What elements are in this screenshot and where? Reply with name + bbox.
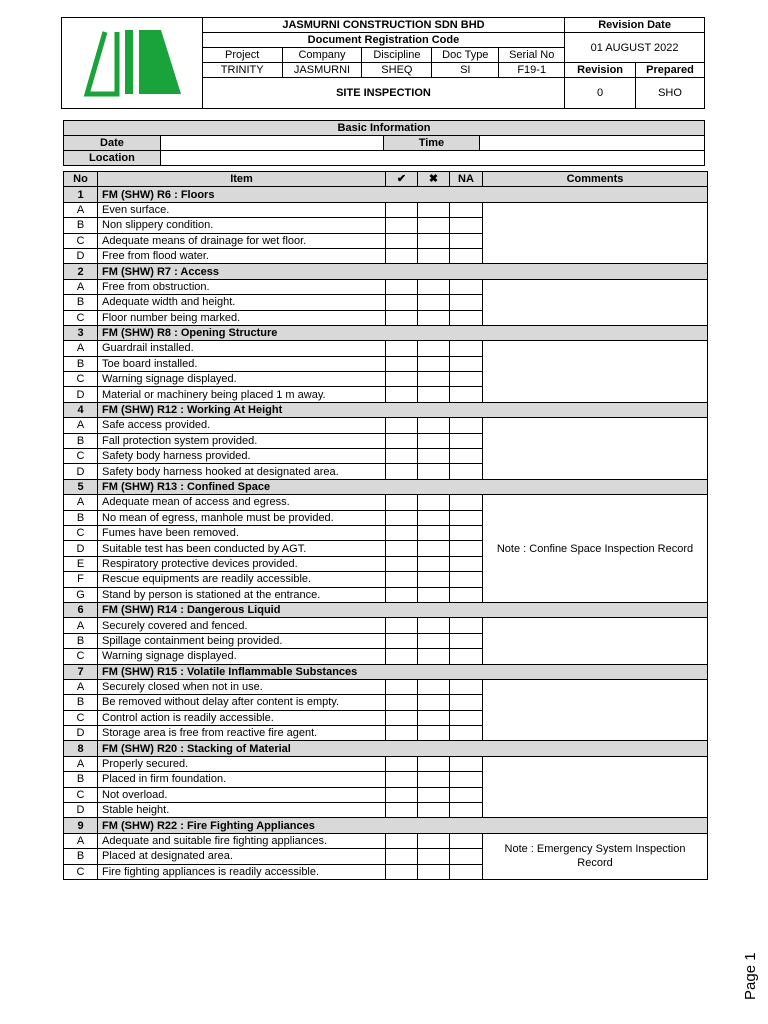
item-text: Safe access provided. (98, 418, 386, 433)
cross-box[interactable] (418, 372, 450, 387)
cross-box[interactable] (418, 726, 450, 741)
cross-box[interactable] (418, 803, 450, 818)
date-field[interactable] (160, 136, 383, 151)
na-column-header: NA (450, 172, 483, 187)
basic-information-table (63, 120, 705, 166)
item-letter: C (64, 864, 98, 879)
cross-box[interactable] (418, 864, 450, 879)
check-box[interactable] (386, 418, 418, 433)
item-text: Safety body harness provided. (98, 449, 386, 464)
na-box[interactable] (450, 633, 483, 648)
location-label: Location (64, 151, 161, 166)
item-letter: A (64, 341, 98, 356)
revision-date-label: Revision Date (565, 18, 705, 33)
document-header (61, 17, 705, 109)
na-box[interactable] (450, 310, 483, 325)
item-text: No mean of egress, manhole must be provided. (98, 510, 386, 525)
item-text: Fall protection system provided. (98, 433, 386, 448)
item-text: Not overload. (98, 787, 386, 802)
item-text: Placed at designated area. (98, 849, 386, 864)
item-text: Stand by person is stationed at the entrance. (98, 587, 386, 602)
item-letter: A (64, 495, 98, 510)
na-box[interactable] (450, 202, 483, 217)
item-letter: C (64, 372, 98, 387)
checklist-item-row (64, 341, 708, 356)
check-box[interactable] (386, 510, 418, 525)
na-box[interactable] (450, 864, 483, 879)
check-box[interactable] (386, 772, 418, 787)
item-letter: C (64, 787, 98, 802)
comments-cell[interactable] (483, 279, 708, 325)
item-letter: D (64, 803, 98, 818)
checklist-header-row (64, 172, 708, 187)
item-text: Guardrail installed. (98, 341, 386, 356)
item-text: Placed in firm foundation. (98, 772, 386, 787)
na-box[interactable] (450, 710, 483, 725)
cross-box[interactable] (418, 356, 450, 371)
na-box[interactable] (450, 787, 483, 802)
prepared-value: SHO (636, 78, 705, 109)
item-letter: G (64, 587, 98, 602)
na-box[interactable] (450, 649, 483, 664)
cross-box[interactable] (418, 649, 450, 664)
section-number: 1 (64, 187, 98, 202)
section-title: FM (SHW) R13 : Confined Space (98, 479, 708, 494)
item-letter: B (64, 695, 98, 710)
check-box[interactable] (386, 756, 418, 771)
cross-box[interactable] (418, 833, 450, 848)
section-number: 8 (64, 741, 98, 756)
section-number: 2 (64, 264, 98, 279)
na-box[interactable] (450, 372, 483, 387)
check-box[interactable] (386, 556, 418, 571)
page-number (738, 952, 768, 1005)
comments-cell[interactable] (483, 679, 708, 741)
na-box[interactable] (450, 495, 483, 510)
cross-box[interactable] (418, 695, 450, 710)
check-box[interactable] (386, 387, 418, 402)
check-box[interactable] (386, 202, 418, 217)
item-text: Adequate and suitable fire fighting appliances. (98, 833, 386, 848)
item-text: Non slippery condition. (98, 218, 386, 233)
check-box[interactable] (386, 372, 418, 387)
item-letter: A (64, 679, 98, 694)
basic-info-title: Basic Information (64, 121, 705, 136)
item-text: Securely covered and fenced. (98, 618, 386, 633)
comments-cell[interactable] (483, 618, 708, 664)
cross-box[interactable] (418, 418, 450, 433)
item-letter: B (64, 218, 98, 233)
item-text: Free from obstruction. (98, 279, 386, 294)
cross-box[interactable] (418, 495, 450, 510)
cross-box[interactable] (418, 341, 450, 356)
na-box[interactable] (450, 772, 483, 787)
doc-type-value: SI (432, 63, 499, 78)
na-box[interactable] (450, 356, 483, 371)
na-box[interactable] (450, 833, 483, 848)
section-title: FM (SHW) R7 : Access (98, 264, 708, 279)
item-text: Fumes have been removed. (98, 525, 386, 540)
discipline-label: Discipline (362, 48, 432, 63)
item-letter: D (64, 387, 98, 402)
item-text: Even surface. (98, 202, 386, 217)
item-letter: F (64, 572, 98, 587)
check-box[interactable] (386, 679, 418, 694)
item-letter: D (64, 541, 98, 556)
serial-no-label: Serial No (499, 48, 565, 63)
check-box[interactable] (386, 495, 418, 510)
section-number: 9 (64, 818, 98, 833)
inspection-checklist (63, 171, 708, 880)
item-letter: A (64, 833, 98, 848)
company-logo (62, 18, 203, 109)
item-text: Properly secured. (98, 756, 386, 771)
item-text: Respiratory protective devices provided. (98, 556, 386, 571)
na-box[interactable] (450, 218, 483, 233)
cross-box[interactable] (418, 679, 450, 694)
cross-box[interactable] (418, 248, 450, 263)
check-box[interactable] (386, 633, 418, 648)
na-box[interactable] (450, 433, 483, 448)
revision-value: 0 (565, 78, 636, 109)
check-box[interactable] (386, 618, 418, 633)
section-title: FM (SHW) R8 : Opening Structure (98, 325, 708, 340)
section-number: 4 (64, 402, 98, 417)
serial-no-value: F19-1 (499, 63, 565, 78)
item-text: Safety body harness hooked at designated area. (98, 464, 386, 479)
item-letter: B (64, 633, 98, 648)
section-title: FM (SHW) R6 : Floors (98, 187, 708, 202)
doc-type-label: Doc Type (432, 48, 499, 63)
section-number: 5 (64, 479, 98, 494)
check-box[interactable] (386, 464, 418, 479)
check-box[interactable] (386, 433, 418, 448)
na-box[interactable] (450, 233, 483, 248)
item-letter: B (64, 772, 98, 787)
na-box[interactable] (450, 525, 483, 540)
check-box[interactable] (386, 849, 418, 864)
check-box[interactable] (386, 541, 418, 556)
check-box[interactable] (386, 710, 418, 725)
check-box[interactable] (386, 356, 418, 371)
item-text: Free from flood water. (98, 248, 386, 263)
check-column-header: ✔ (386, 172, 418, 187)
na-box[interactable] (450, 279, 483, 294)
cross-box[interactable] (418, 556, 450, 571)
item-text: Securely closed when not in use. (98, 679, 386, 694)
cross-box[interactable] (418, 756, 450, 771)
item-letter: B (64, 356, 98, 371)
cross-box[interactable] (418, 449, 450, 464)
section-row (64, 664, 708, 679)
item-letter: D (64, 248, 98, 263)
item-text: Be removed without delay after content is empty. (98, 695, 386, 710)
section-number: 6 (64, 602, 98, 617)
check-box[interactable] (386, 310, 418, 325)
time-label: Time (383, 136, 480, 151)
cross-box[interactable] (418, 710, 450, 725)
section-row (64, 479, 708, 494)
check-box[interactable] (386, 803, 418, 818)
check-box[interactable] (386, 449, 418, 464)
time-field[interactable] (480, 136, 705, 151)
item-text: Spillage containment being provided. (98, 633, 386, 648)
na-box[interactable] (450, 587, 483, 602)
checklist-item-row (64, 202, 708, 217)
check-box[interactable] (386, 572, 418, 587)
project-label: Project (202, 48, 282, 63)
prepared-label: Prepared (636, 63, 705, 78)
section-title: FM (SHW) R15 : Volatile Inflammable Substances (98, 664, 708, 679)
na-box[interactable] (450, 295, 483, 310)
item-letter: E (64, 556, 98, 571)
cross-box[interactable] (418, 387, 450, 402)
check-box[interactable] (386, 649, 418, 664)
item-letter: D (64, 464, 98, 479)
cross-box[interactable] (418, 772, 450, 787)
item-letter: C (64, 710, 98, 725)
cross-box[interactable] (418, 572, 450, 587)
section-row (64, 741, 708, 756)
document-title: SITE INSPECTION (202, 78, 564, 109)
item-letter: C (64, 310, 98, 325)
item-text: Warning signage displayed. (98, 649, 386, 664)
cross-box[interactable] (418, 218, 450, 233)
cross-box[interactable] (418, 525, 450, 540)
cross-box[interactable] (418, 618, 450, 633)
na-box[interactable] (450, 756, 483, 771)
check-box[interactable] (386, 218, 418, 233)
company-label: Company (282, 48, 362, 63)
na-box[interactable] (450, 679, 483, 694)
item-text: Toe board installed. (98, 356, 386, 371)
item-text: Fire fighting appliances is readily accessible. (98, 864, 386, 879)
cross-box[interactable] (418, 510, 450, 525)
item-text: Adequate means of drainage for wet floor. (98, 233, 386, 248)
revision-label: Revision (565, 63, 636, 78)
cross-box[interactable] (418, 787, 450, 802)
item-text: Stable height. (98, 803, 386, 818)
item-text: Rescue equipments are readily accessible. (98, 572, 386, 587)
comments-cell[interactable]: Note : Emergency System Inspection Record (483, 833, 708, 879)
revision-date-value: 01 AUGUST 2022 (565, 33, 705, 63)
check-box[interactable] (386, 279, 418, 294)
section-number: 7 (64, 664, 98, 679)
item-letter: B (64, 295, 98, 310)
na-box[interactable] (450, 541, 483, 556)
check-box[interactable] (386, 726, 418, 741)
na-box[interactable] (450, 510, 483, 525)
check-box[interactable] (386, 525, 418, 540)
na-box[interactable] (450, 695, 483, 710)
item-text: Material or machinery being placed 1 m away. (98, 387, 386, 402)
cross-box[interactable] (418, 279, 450, 294)
check-box[interactable] (386, 233, 418, 248)
check-box[interactable] (386, 864, 418, 879)
item-text: Control action is readily accessible. (98, 710, 386, 725)
item-text: Floor number being marked. (98, 310, 386, 325)
na-box[interactable] (450, 803, 483, 818)
project-value: TRINITY (202, 63, 282, 78)
check-box[interactable] (386, 248, 418, 263)
cross-box[interactable] (418, 633, 450, 648)
comments-cell[interactable]: Note : Confine Space Inspection Record (483, 495, 708, 603)
section-title: FM (SHW) R20 : Stacking of Material (98, 741, 708, 756)
item-letter: B (64, 849, 98, 864)
na-box[interactable] (450, 464, 483, 479)
item-text: Suitable test has been conducted by AGT. (98, 541, 386, 556)
item-text: Storage area is free from reactive fire agent. (98, 726, 386, 741)
location-field[interactable] (160, 151, 704, 166)
na-box[interactable] (450, 387, 483, 402)
section-row (64, 264, 708, 279)
comments-cell[interactable] (483, 202, 708, 264)
na-box[interactable] (450, 248, 483, 263)
item-letter: D (64, 726, 98, 741)
cross-box[interactable] (418, 541, 450, 556)
logo-icon (77, 24, 187, 100)
na-box[interactable] (450, 572, 483, 587)
item-letter: C (64, 233, 98, 248)
na-box[interactable] (450, 556, 483, 571)
item-letter: A (64, 756, 98, 771)
checklist-item-row (64, 833, 708, 848)
checklist-item-row (64, 495, 708, 510)
na-box[interactable] (450, 618, 483, 633)
check-box[interactable] (386, 787, 418, 802)
checklist-item-row (64, 618, 708, 633)
cross-box[interactable] (418, 849, 450, 864)
section-title: FM (SHW) R12 : Working At Height (98, 402, 708, 417)
comments-column-header: Comments (483, 172, 708, 187)
item-text: Adequate mean of access and egress. (98, 495, 386, 510)
section-row (64, 602, 708, 617)
check-box[interactable] (386, 295, 418, 310)
item-letter: B (64, 510, 98, 525)
na-box[interactable] (450, 849, 483, 864)
checklist-item-row (64, 679, 708, 694)
item-letter: C (64, 649, 98, 664)
discipline-value: SHEQ (362, 63, 432, 78)
item-letter: A (64, 618, 98, 633)
checklist-item-row (64, 756, 708, 771)
cross-box[interactable] (418, 295, 450, 310)
section-row (64, 187, 708, 202)
comments-cell[interactable] (483, 756, 708, 818)
section-row (64, 818, 708, 833)
item-letter: A (64, 279, 98, 294)
item-text: Warning signage displayed. (98, 372, 386, 387)
section-number: 3 (64, 325, 98, 340)
cross-box[interactable] (418, 587, 450, 602)
cross-box[interactable] (418, 233, 450, 248)
cross-box[interactable] (418, 433, 450, 448)
section-row (64, 325, 708, 340)
checklist-item-row (64, 279, 708, 294)
na-box[interactable] (450, 449, 483, 464)
cross-box[interactable] (418, 464, 450, 479)
checklist-item-row (64, 418, 708, 433)
item-letter: A (64, 418, 98, 433)
cross-box[interactable] (418, 310, 450, 325)
comments-cell[interactable] (483, 341, 708, 403)
na-box[interactable] (450, 418, 483, 433)
date-label: Date (64, 136, 161, 151)
company-value: JASMURNI (282, 63, 362, 78)
comments-cell[interactable] (483, 418, 708, 480)
na-box[interactable] (450, 341, 483, 356)
section-row (64, 402, 708, 417)
item-text: Adequate width and height. (98, 295, 386, 310)
cross-column-header: ✖ (418, 172, 450, 187)
section-title: FM (SHW) R14 : Dangerous Liquid (98, 602, 708, 617)
item-letter: B (64, 433, 98, 448)
check-box[interactable] (386, 587, 418, 602)
cross-box[interactable] (418, 202, 450, 217)
item-letter: C (64, 525, 98, 540)
item-letter: C (64, 449, 98, 464)
check-box[interactable] (386, 833, 418, 848)
no-column-header: No (64, 172, 98, 187)
page-number-label: Page 1 (742, 952, 759, 1000)
check-box[interactable] (386, 695, 418, 710)
company-name: JASMURNI CONSTRUCTION SDN BHD (202, 18, 564, 33)
doc-reg-code-label: Document Registration Code (202, 33, 564, 48)
item-letter: A (64, 202, 98, 217)
section-title: FM (SHW) R22 : Fire Fighting Appliances (98, 818, 708, 833)
na-box[interactable] (450, 726, 483, 741)
check-box[interactable] (386, 341, 418, 356)
item-column-header: Item (98, 172, 386, 187)
